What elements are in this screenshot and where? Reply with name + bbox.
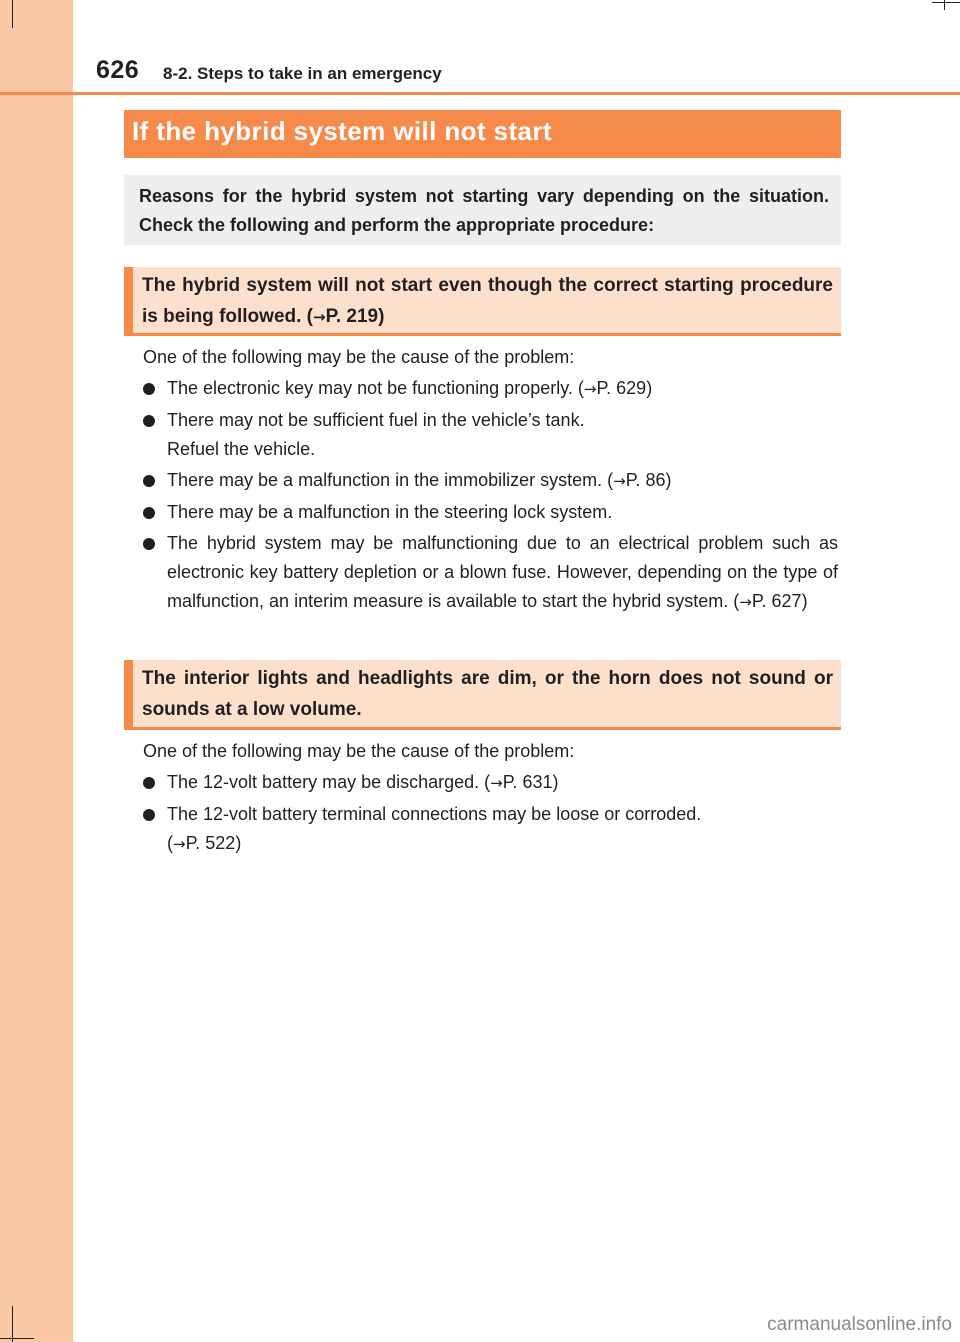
section-1-lead: One of the following may be the cause of the problem:: [143, 347, 575, 367]
bullet-dot-icon: [143, 475, 155, 487]
list-item: [143, 406, 838, 464]
arrow-icon: →: [739, 593, 752, 611]
list-item: The 12-volt battery terminal connections may be loose or corroded. (→P. 522): [143, 800, 838, 859]
list-item: There may be a malfunction in the immobilizer system. (→P. 86): [143, 466, 838, 496]
list-item-text: The 12-volt battery may be discharged.: [167, 772, 480, 792]
section-2-lead: One of the following may be the cause of the problem:: [143, 741, 575, 761]
watermark: carmanualsonline.info: [767, 1314, 952, 1335]
list-item-text: There may be a malfunction in the immobilizer system.: [167, 470, 603, 490]
list-item: The hybrid system may be malfunctioning due to an electrical problem such as electronic key battery depletion or a blown fuse. However, depending on the type of malfunction, an interim measure is available to start the hybrid system. (→P. 627): [143, 529, 838, 617]
arrow-icon: →: [613, 472, 626, 490]
crop-mark-top-right-v: [944, 0, 945, 10]
arrow-icon: →: [583, 380, 597, 398]
section-heading-1-text: The hybrid system will not start even though the correct starting procedure is being followed.: [142, 275, 833, 327]
bullet-dot-icon: [143, 809, 155, 821]
page-ref-link[interactable]: P. 629: [596, 378, 647, 398]
bullet-dot-icon: [143, 777, 155, 789]
section-heading-1: The hybrid system will not start even though the correct starting procedure is being followed. (→P. 219): [124, 267, 841, 336]
section-1-body: [143, 343, 838, 617]
page-title: If the hybrid system will not start: [124, 110, 841, 158]
page-ref-link[interactable]: P. 631: [502, 772, 553, 792]
section-heading-2: [124, 660, 841, 730]
page-ref-link[interactable]: P. 86: [625, 470, 666, 490]
list-item: [143, 498, 838, 527]
list-item: The 12-volt battery may be discharged. (→P. 631): [143, 768, 838, 798]
page-ref-link[interactable]: P. 522: [185, 833, 236, 853]
section-2-body: [143, 737, 838, 859]
list-item-text: The hybrid system may be malfunctioning due to an electrical problem such as electronic key battery depletion or a blown fuse. However, depending on the type of malfunction, an interim measure is available to start the hybrid system.: [167, 533, 838, 611]
page-ref-link[interactable]: P. 627: [751, 591, 802, 611]
list-item-text: There may be a malfunction in the steering lock system.: [167, 502, 613, 522]
page-number: 626: [96, 56, 140, 84]
bullet-dot-icon: [143, 383, 155, 395]
arrow-icon: →: [313, 308, 326, 326]
list-item-text: The 12-volt battery terminal connections may be loose or corroded.: [167, 804, 702, 824]
intro-text: Reasons for the hybrid system not starting vary depending on the situation. Check the following and perform the appropriate procedure:: [139, 186, 829, 235]
bullet-dot-icon: [143, 415, 155, 427]
list-item: The electronic key may not be functioning properly. (→P. 629): [143, 374, 838, 404]
side-tab-band: [0, 0, 73, 1342]
arrow-icon: →: [490, 774, 503, 792]
list-item-text: There may not be sufficient fuel in the vehicle’s tank.: [167, 410, 585, 430]
list-item-text: The electronic key may not be functioning properly.: [167, 378, 573, 398]
list-item-note: Refuel the vehicle.: [167, 439, 316, 459]
intro-box: [124, 175, 841, 245]
header-rule: [0, 92, 960, 95]
section-heading-1-ref[interactable]: P. 219: [325, 306, 379, 327]
crop-mark-bottom-left-h: [0, 1338, 34, 1339]
bullet-dot-icon: [143, 538, 155, 550]
bullet-dot-icon: [143, 507, 155, 519]
crop-mark-top-right-h: [932, 2, 960, 3]
section-label: 8-2. Steps to take in an emergency: [163, 64, 442, 83]
crop-mark-bottom-left-v: [12, 1306, 13, 1342]
crop-mark-top-left-v: [12, 0, 13, 28]
arrow-icon: →: [173, 835, 186, 853]
section-heading-2-text: The interior lights and headlights are dim, or the horn does not sound or sounds at a low volume.: [142, 668, 833, 720]
